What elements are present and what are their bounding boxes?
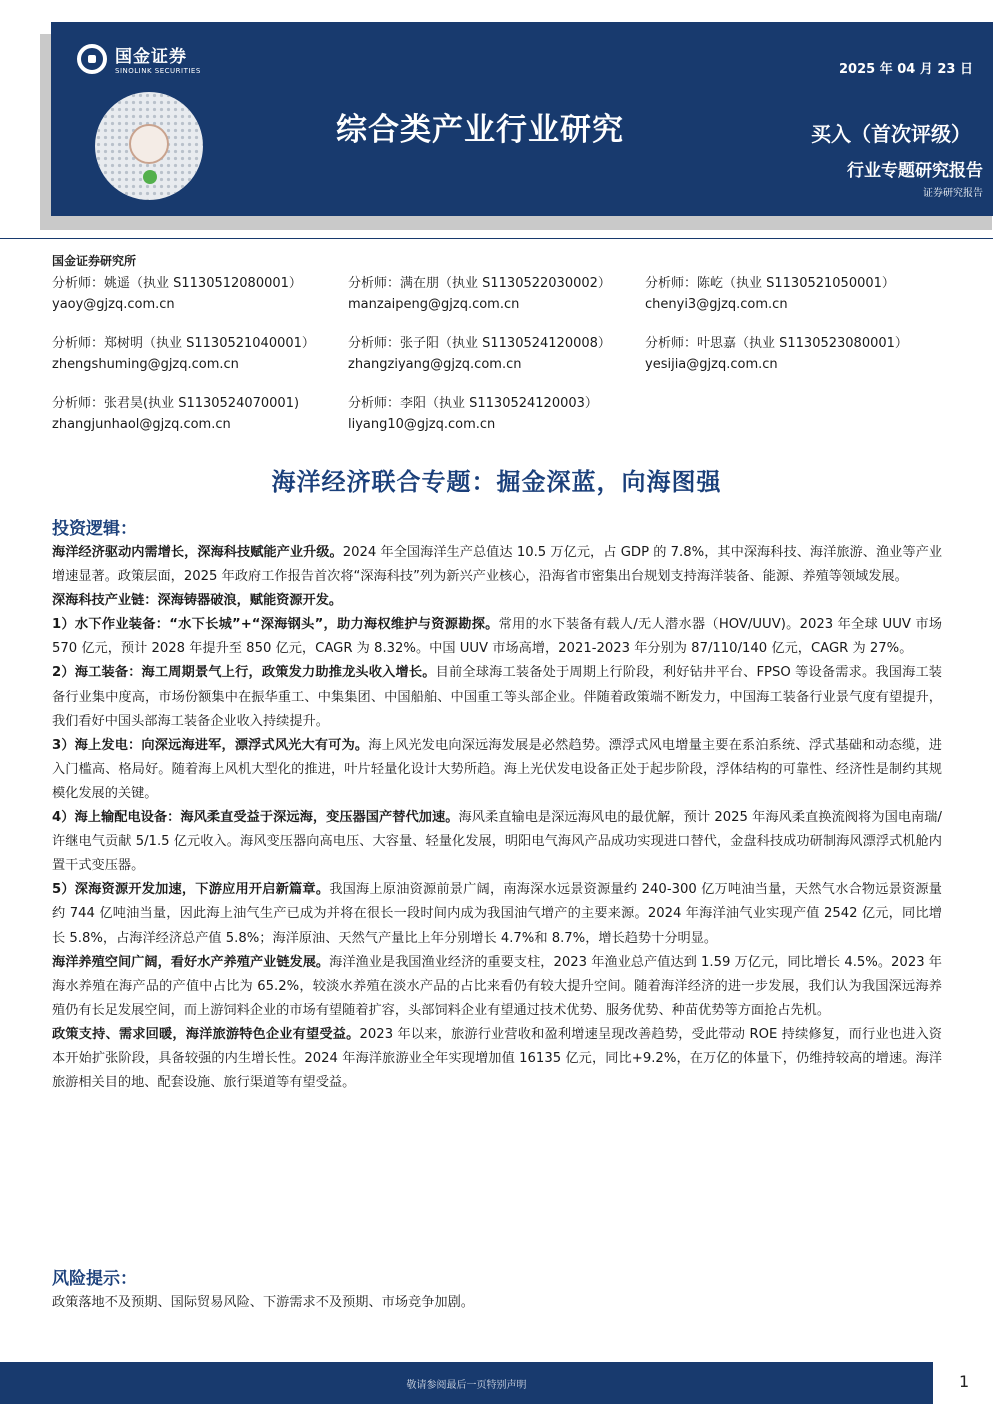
analyst-block: [52, 273, 302, 315]
paragraph: [52, 806, 942, 878]
analyst-email[interactable]: zhangziyang@gjzq.com.cn: [348, 357, 522, 372]
paragraph-lead: 政策支持、需求回暖，海洋旅游特色企业有望受益。: [52, 1026, 360, 1042]
header-divider: [0, 238, 993, 239]
analyst-name: 分析师：叶思嘉（执业 S1130523080001）: [645, 336, 908, 351]
paragraph-text: 2023 年以来，旅游行业营收和盈利增速呈现改善趋势，受此带动 ROE 持续修复，而行业也进入资本开始扩张阶段，具备较强的内生增长性。2024 年海洋旅游业全年实现增加值 16135 亿元，同比+9.2%，在万亿的体量下，仍维持较高的增速。海洋旅游相关目的地、配套设施、旅行渠道等有望受益。: [52, 1026, 942, 1091]
paragraph-lead: 4）海上输配电设备：海风柔直受益于深远海，变压器国产替代加速。: [52, 810, 459, 826]
analyst-email[interactable]: liyang10@gjzq.com.cn: [348, 417, 496, 432]
paragraph-text: 2024 年全国海洋生产总值达 10.5 万亿元，占 GDP 的 7.8%，其中深海科技、海洋旅游、渔业等产业增速显著。政策层面，2025 年政府工作报告首次将“深海科技”列为新兴产业核心，沿海省市密集出台规划支持海洋装备、能源、养殖等领域发展。: [52, 545, 943, 585]
paragraph-text: 海洋渔业是我国渔业经济的重要支柱，2023 年渔业总产值达到 1.59 万亿元，同比增长 4.5%。2023 年海水养殖在海产品的产值中占比为 65.2%，较淡水养殖在淡水产品的占比来看仍有较大提升空间。随着海洋经济的进一步发展，我们认为我国深远海养殖仍有长足发展空间，而上游饲料企业的市场有望随着扩容，头部饲料企业有望通过技术优势、服务优势、种苗优势等方面抢占先机。: [52, 954, 942, 1018]
paragraph-lead: 深海科技产业链：深海铸器破浪，赋能资源开发。: [52, 593, 343, 609]
investment-logic-body: [52, 541, 942, 1095]
paragraph: [52, 589, 942, 613]
risk-text: 政策落地不及预期、国际贸易风险、下游需求不及预期、市场竞争加剧。: [52, 1295, 474, 1310]
paragraph: [52, 613, 942, 661]
analyst-email[interactable]: yaoy@gjzq.com.cn: [52, 297, 175, 312]
paragraph: [52, 661, 942, 733]
page-number: 1: [959, 1372, 970, 1391]
logo-icon: [77, 44, 107, 74]
analyst-block: [645, 273, 895, 315]
analyst-email[interactable]: zhengshuming@gjzq.com.cn: [52, 357, 239, 372]
paragraph-text: 海风柔直输电是深远海风电的最优解，预计 2025 年海风柔直换流阀将为国电南瑞/许继电气贡献 5/1.5 亿元收入。海风变压器向高电压、大容量、轻量化发展，明阳电气海风产品成功实现进口替代，金盘科技成功研制海风漂浮式机舱内置干式变压器。: [52, 810, 942, 874]
paragraph-lead: 5）深海资源开发加速，下游应用开启新篇章。: [52, 882, 330, 898]
paragraph-lead: 3）海上发电：向深远海进军，漂浮式风光大有可为。: [52, 737, 369, 753]
analyst-email[interactable]: yesijia@gjzq.com.cn: [645, 357, 778, 372]
paragraph-text: 海上风光发电向深远海发展是必然趋势。漂浮式风电增量主要在系泊系统、浮式基础和动态缆，进入门槛高、格局好。随着海上风机大型化的推进，叶片轻量化设计大势所趋。海上光伏发电设备正处于起步阶段，浮体结构的可靠性、经济性是制约其规模化发展的关键。: [52, 737, 942, 801]
analyst-name: 分析师：张子阳（执业 S1130524120008）: [348, 336, 611, 351]
qr-code-icon[interactable]: [95, 92, 203, 200]
paragraph: [52, 1023, 942, 1095]
paragraph-lead: 1）水下作业装备：“水下长城”+“深海钢头”，助力海权维护与资源勘探。: [52, 617, 499, 633]
analyst-email[interactable]: zhangjunhaol@gjzq.com.cn: [52, 417, 231, 432]
company-logo: [77, 42, 201, 75]
analyst-name: 分析师：郑树明（执业 S1130521040001）: [52, 336, 315, 351]
analyst-block: [645, 333, 908, 375]
paragraph: [52, 951, 942, 1023]
industry-title: 综合类产业行业研究: [336, 112, 624, 148]
logo-name-en: SINOLINK SECURITIES: [115, 67, 201, 75]
logo-name-cn: 国金证券: [115, 47, 187, 67]
paragraph-lead: 海洋养殖空间广阔，看好水产养殖产业链发展。: [52, 954, 330, 970]
analyst-block: [348, 333, 611, 375]
paragraph: [52, 541, 942, 589]
paragraph-text: 常用的水下装备有载人/无人潜水器（HOV/UUV)。2023 年全球 UUV 市场 570 亿元，预计 2028 年提升至 850 亿元，CAGR 为 8.32%。中国 UUV 市场高增，2021-2023 年分别为 87/110/140 亿元，CAGR 为 27%。: [52, 617, 942, 657]
report-header: [51, 22, 993, 216]
report-type: 行业专题研究报告: [847, 161, 983, 181]
section-heading-risk: 风险提示：: [52, 1269, 137, 1289]
report-date: 2025 年 04 月 23 日: [839, 62, 973, 77]
institute-name: 国金证券研究所: [52, 254, 137, 268]
analyst-name: 分析师：张君昊(执业 S1130524070001): [52, 396, 300, 411]
section-heading-investment: 投资逻辑：: [52, 519, 137, 539]
document-title: 海洋经济联合专题：掘金深蓝，向海图强: [271, 468, 722, 496]
analyst-name: 分析师：陈屹（执业 S1130521050001）: [645, 276, 895, 291]
analyst-name: 分析师：满在朋（执业 S1130522030002）: [348, 276, 611, 291]
paragraph: [52, 878, 942, 950]
footer-disclaimer-link[interactable]: 敬请参阅最后一页特别声明: [406, 1380, 527, 1391]
analyst-block: [348, 273, 611, 315]
paragraph-text: 目前全球海工装备处于周期上行阶段，利好钻井平台、FPSO 等设备需求。我国海工装备行业集中度高，市场份额集中在振华重工、中集集团、中国船舶、中国重工等头部企业。伴随着政策端不断发力，中国海工装备行业景气度有望提升，我们看好中国头部海工装备企业收入持续提升。: [52, 665, 942, 729]
paragraph: [52, 734, 942, 806]
analyst-block: [52, 333, 315, 375]
rating: 买入（首次评级）: [811, 122, 971, 146]
analyst-block: [52, 393, 299, 435]
analyst-email[interactable]: manzaipeng@gjzq.com.cn: [348, 297, 520, 312]
analyst-name: 分析师：姚遥（执业 S1130512080001）: [52, 276, 302, 291]
paragraph-lead: 2）海工装备：海工周期景气上行，政策发力助推龙头收入增长。: [52, 665, 436, 681]
paragraph-text: 我国海上原油资源前景广阔，南海深水远景资源量约 240-300 亿万吨油当量，天然气水合物远景资源量约 744 亿吨油当量，因此海上油气生产已成为并将在很长一段时间内成为我国油气增产的主要来源。2024 年海洋油气业实现产值 2542 亿元，同比增长 5.8%，占海洋经济总产值 5.8%；海洋原油、天然气产量比上年分别增长 4.7%和 8.7%，增长趋势十分明显。: [52, 882, 942, 946]
report-subtype: 证券研究报告: [923, 188, 983, 199]
analyst-name: 分析师：李阳（执业 S1130524120003）: [348, 396, 598, 411]
analyst-block: [348, 393, 598, 435]
paragraph-lead: 海洋经济驱动内需增长，深海科技赋能产业升级。: [52, 545, 343, 560]
analyst-email[interactable]: chenyi3@gjzq.com.cn: [645, 297, 788, 312]
